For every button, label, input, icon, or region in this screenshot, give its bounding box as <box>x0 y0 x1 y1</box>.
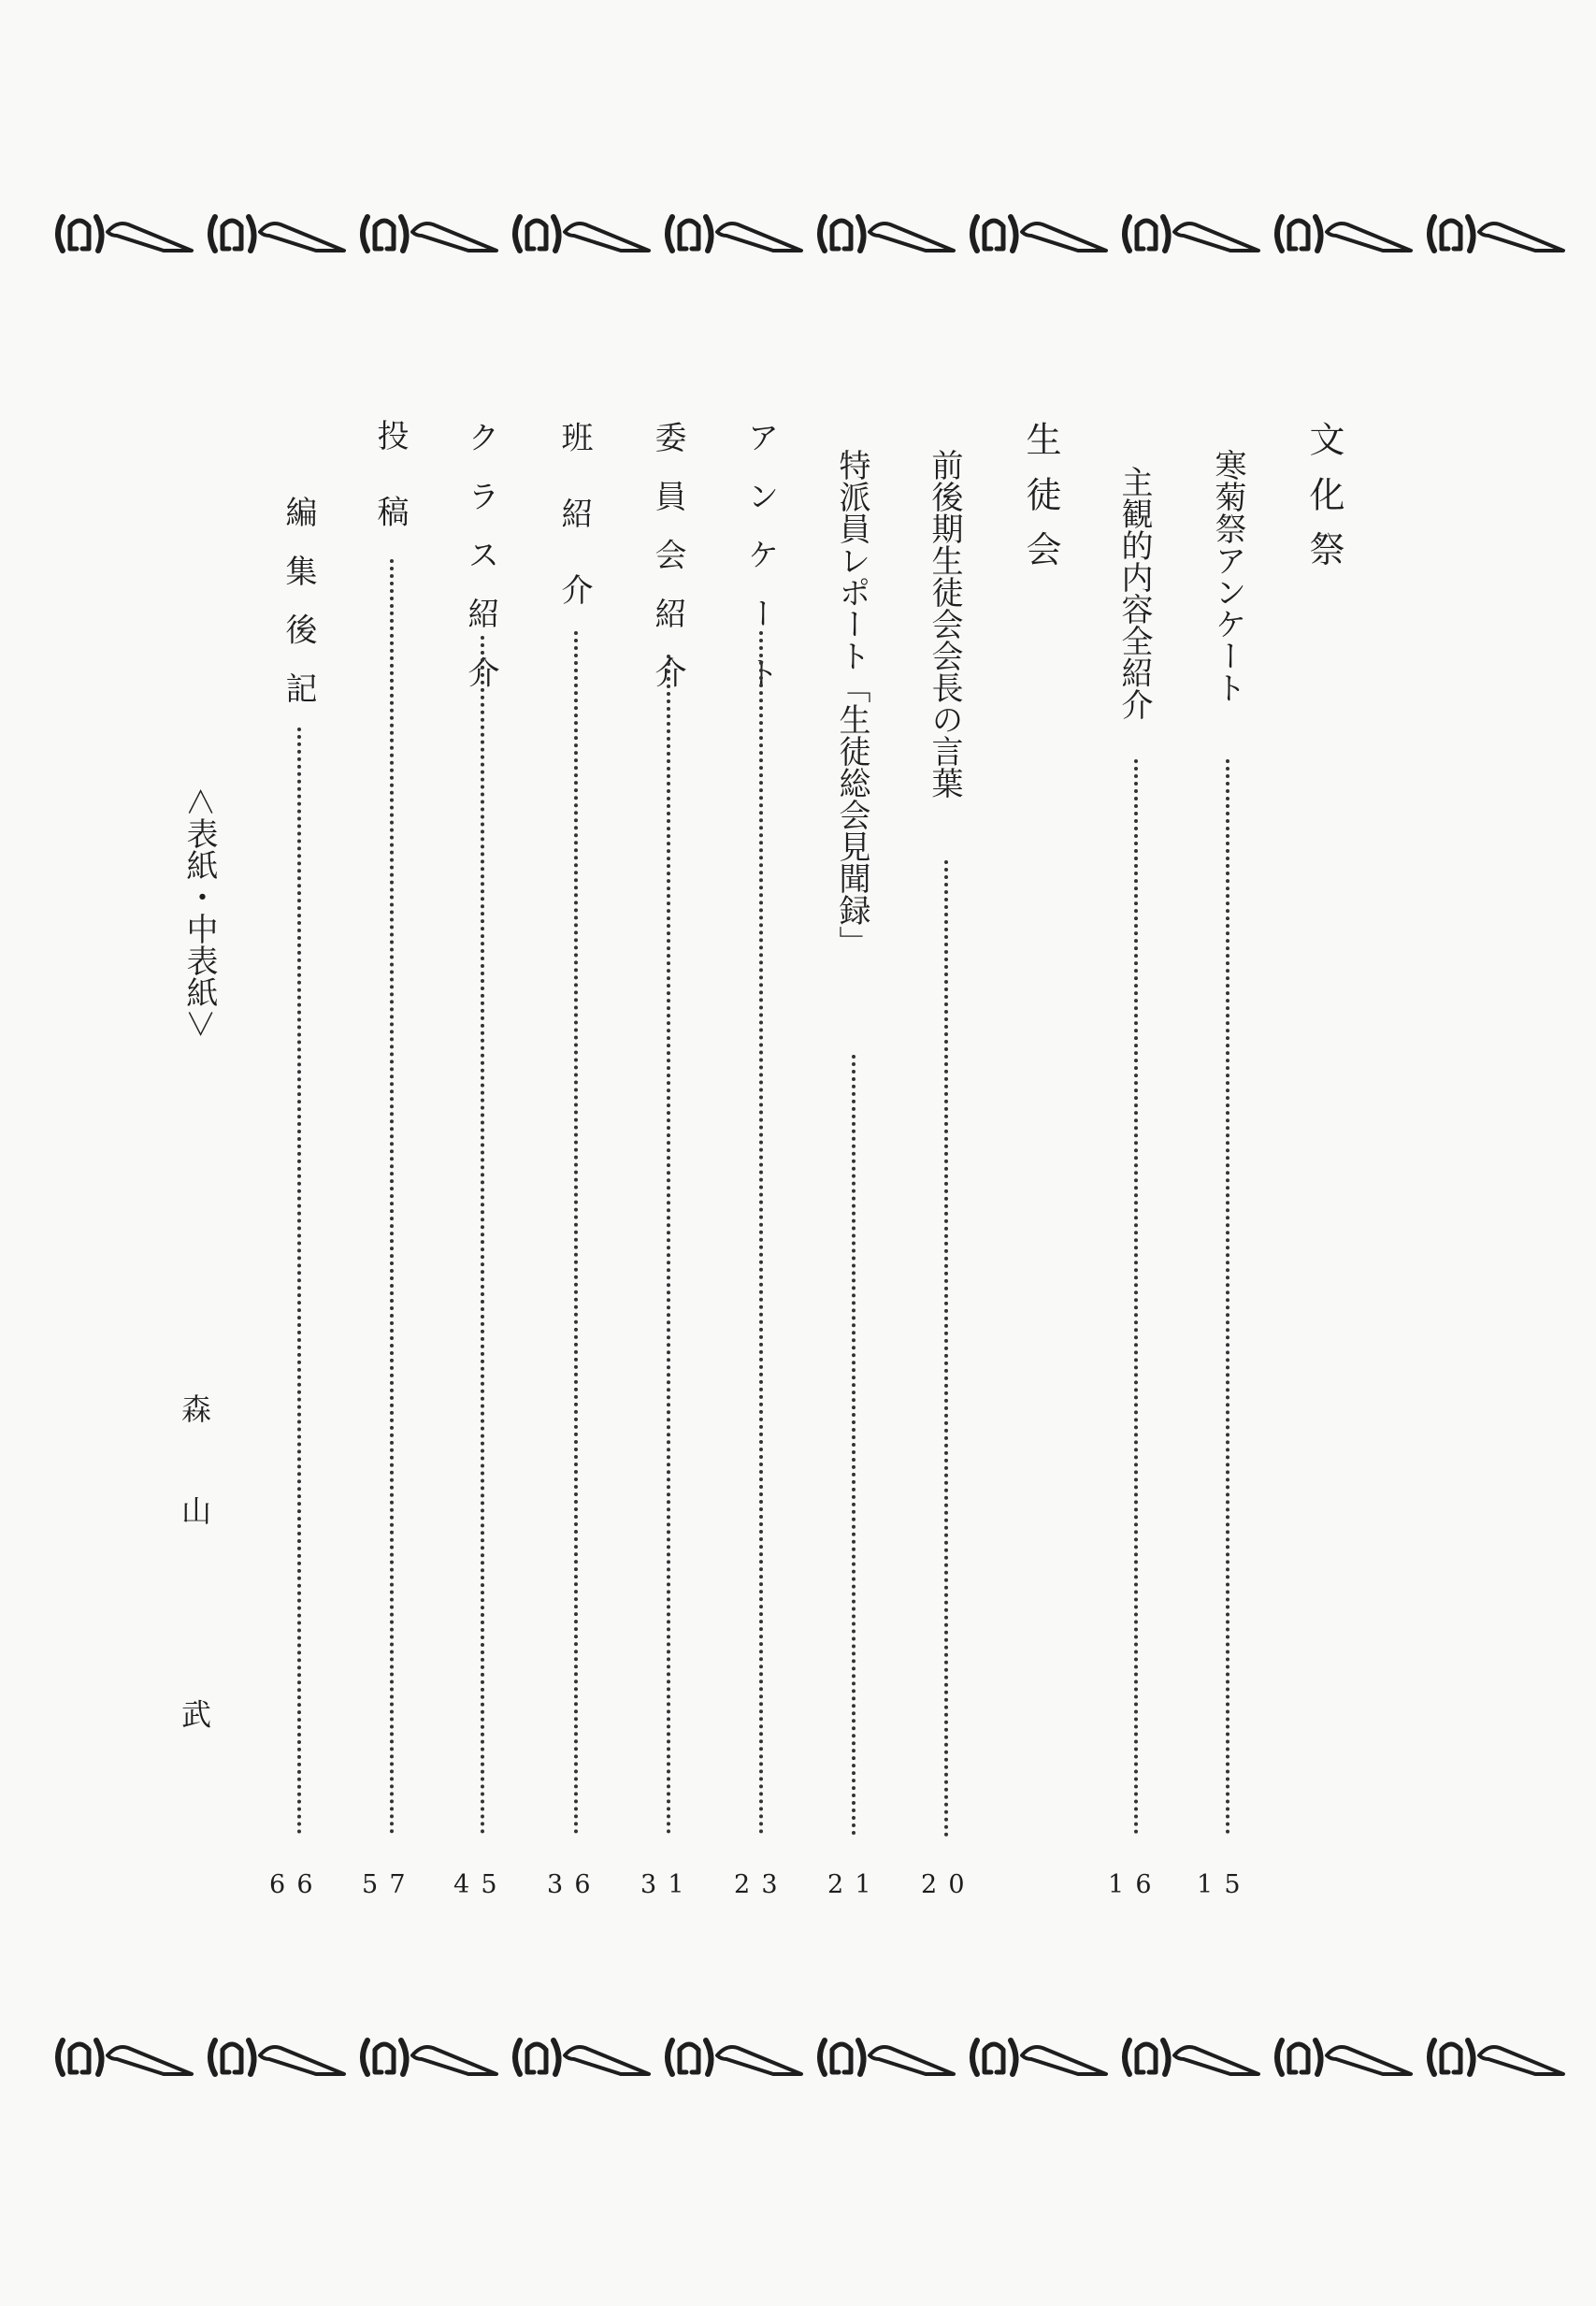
toc-entry-title: 班紹介 <box>555 421 593 650</box>
toc-entry-title: 主観的内容全紹介 <box>1115 466 1153 720</box>
dot-leader <box>297 728 301 1835</box>
decorative-chain-border-top <box>51 204 1575 264</box>
chain-link-ornament <box>972 2040 1106 2074</box>
chain-link-ornament <box>1125 2040 1258 2074</box>
dot-leader <box>852 1055 856 1836</box>
chain-link-ornament <box>1277 2040 1411 2074</box>
toc-entry-title: 編集後記 <box>280 496 317 731</box>
toc-entry-page: 20 <box>921 1870 976 1899</box>
toc-entry-title: 寒菊祭アンケート <box>1209 449 1246 703</box>
chain-link-ornament <box>1430 217 1563 251</box>
toc-entry-title: 特派員レポート「生徒総会見聞録」 <box>833 449 870 958</box>
section-heading-seitokai: 生徒会 <box>1020 421 1061 586</box>
chain-link-ornament <box>820 217 954 251</box>
dot-leader <box>944 860 948 1838</box>
cover-credit-note: ＜表紙・中表紙＞ <box>180 785 218 1040</box>
dot-leader <box>667 655 670 1835</box>
decorative-chain-border-bottom <box>51 2027 1575 2087</box>
toc-entry-page: 23 <box>734 1870 789 1899</box>
chain-link-ornament <box>58 217 192 251</box>
toc-entry-page: 31 <box>640 1870 696 1899</box>
chain-link-ornament <box>1125 217 1258 251</box>
toc-entry-title: アンケート <box>741 421 779 715</box>
dot-leader <box>1134 759 1138 1835</box>
chain-link-ornament <box>363 217 496 251</box>
chain-link-ornament <box>515 217 649 251</box>
chain-link-ornament <box>1430 2040 1563 2074</box>
dot-leader <box>574 631 578 1835</box>
toc-entry-title: 前後期生徒会会長の言葉 <box>926 449 963 799</box>
dot-leader <box>390 559 394 1835</box>
chain-link-ornament <box>515 2040 649 2074</box>
toc-entry-page: 15 <box>1197 1870 1252 1899</box>
toc-entry-page: 66 <box>269 1870 324 1899</box>
section-heading-bunkasai: 文化祭 <box>1303 421 1344 586</box>
chain-link-ornament <box>210 2040 344 2074</box>
toc-entry-page: 57 <box>362 1870 417 1899</box>
dot-leader <box>1226 759 1229 1835</box>
chain-link-ornament <box>1277 217 1411 251</box>
toc-entry-page: 21 <box>827 1870 883 1899</box>
cover-artist-name: 森山 武 <box>177 1393 212 1801</box>
toc-entry-title: 投稿 <box>371 419 409 572</box>
chain-link-ornament <box>668 2040 801 2074</box>
chain-link-ornament <box>820 2040 954 2074</box>
chain-link-ornament <box>58 2040 192 2074</box>
toc-entry-title: 委員会紹介 <box>649 421 686 715</box>
toc-entry-page: 36 <box>547 1870 602 1899</box>
chain-link-ornament <box>668 217 801 251</box>
chain-link-ornament <box>210 217 344 251</box>
toc-entry-page: 16 <box>1108 1870 1163 1899</box>
toc-entry-page: 45 <box>453 1870 509 1899</box>
dot-leader <box>481 636 484 1835</box>
dot-leader <box>759 631 763 1835</box>
chain-link-ornament <box>972 217 1106 251</box>
chain-link-ornament <box>363 2040 496 2074</box>
toc-entry-title: クラス紹介 <box>462 421 499 715</box>
